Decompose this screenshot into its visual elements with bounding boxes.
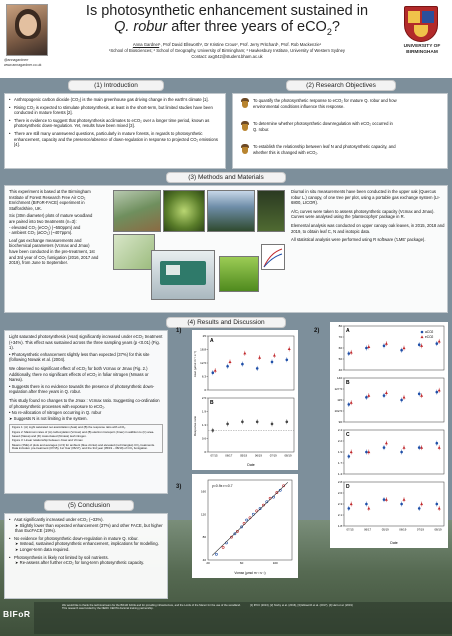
y-tick-label: 40 [338, 368, 342, 373]
objectives-panel: To quantify the photosynthetic response to eCO₂ for mature Q. robur and how environmental conditions influence this response. To determine whether photosynthetic downregulation with eCO₂ occurred in Q. robur. To establish the relationship between leaf N and photosynthetic capacity, and whether this is changed with eCO₂. [232, 93, 448, 169]
panel-label: A [210, 338, 214, 344]
data-point-circle [418, 343, 421, 346]
plot-frame [344, 482, 444, 526]
author-list: Anna Gardner¹, Prof David Ellsworth², Dr Kristine Crous², Prof. Jerry Pritchard¹, Prof. Rob Mackenzie¹ ¹School of Biosciences; ² School of Geography, University of Birmingham; ³ Hawkesbury Institute, University of Western Sydney Contact: axg042@student.bham.ac.uk [108, 42, 346, 59]
data-point [215, 553, 217, 555]
y-tick-label: 2.6 [337, 491, 342, 496]
data-point-circle [286, 420, 289, 423]
data-point-circle [271, 361, 274, 364]
figure-3-chart [192, 474, 298, 578]
data-point-triangle [385, 342, 388, 345]
data-point-circle [241, 420, 244, 423]
y-tick-label: 2.2 [337, 439, 342, 444]
author-photo [6, 4, 48, 56]
bifor-logo: BIFoR [3, 609, 31, 619]
data-point-circle [383, 345, 386, 348]
x-tick-label: 07/19 [269, 453, 277, 458]
poster-header [0, 0, 452, 78]
methods-panel [4, 185, 448, 313]
conclusion-point: • Photosynthesis is likely not limited by soil nutrients. [9, 555, 163, 561]
data-point-triangle [438, 389, 441, 392]
data-point [222, 546, 224, 548]
y-tick-label: 80 [202, 535, 206, 540]
y-tick-label: 90 [338, 420, 342, 425]
conclusion-panel [4, 513, 168, 599]
y-tick-label: 1.7 [337, 461, 342, 466]
data-point-circle [418, 507, 421, 510]
data-point-circle [256, 420, 259, 423]
y-tick-label: 120 [200, 512, 206, 517]
plot-frame [208, 398, 294, 452]
data-point-circle [383, 394, 386, 397]
data-point-circle [365, 451, 368, 454]
data-point-circle [436, 391, 439, 394]
data-point-circle [436, 442, 439, 445]
data-point-circle [348, 403, 351, 406]
x-tick-label: 05/19 [240, 453, 248, 458]
figure-1 [192, 330, 298, 470]
data-point-triangle [385, 391, 388, 394]
data-point-triangle [350, 450, 353, 453]
data-point-circle [256, 367, 259, 370]
licor-instrument-photo [151, 250, 215, 300]
data-point-circle [286, 358, 289, 361]
x-tick-label: 20 [206, 561, 210, 565]
legend-marker-ambient [421, 331, 424, 334]
panel-label: B [346, 380, 350, 386]
data-point-circle [400, 399, 403, 402]
data-point-triangle [385, 442, 388, 445]
panel-label: C [346, 432, 350, 438]
acorn-icon [241, 144, 249, 154]
data-point-triangle [243, 352, 246, 355]
x-axis-label: Date [390, 541, 398, 545]
x-tick-label: 06/19 [254, 453, 262, 458]
acorn-icon [241, 98, 249, 108]
twitter-handle: @annagardnerr [4, 58, 29, 62]
data-point-circle [418, 393, 421, 396]
plot-frame [344, 430, 444, 474]
data-point-triangle [438, 507, 441, 510]
data-point-circle [241, 363, 244, 366]
x-tick-label: 60 [239, 561, 244, 565]
data-point-triangle [420, 446, 423, 449]
plot-frame [344, 378, 444, 422]
intro-point: • There is evidence to suggest that photosynthesis acclimates to eCO₂ over a longer time period, known as photosynthetic down-regulation. Yet, results have been mixed [3]. [9, 118, 221, 129]
affiliations: ¹School of Biosciences; ² School of Geography, University of Birmingham; ³ Hawkesbury Institute, University of Western Sydney [108, 48, 346, 53]
section-objectives: (2) Research Objectives [286, 80, 396, 91]
y-tick-label: 1.3 [201, 423, 206, 428]
data-point-circle [436, 342, 439, 345]
data-point-circle [400, 503, 403, 506]
y-tick-label: 70 [338, 335, 342, 340]
tower-photo [207, 190, 255, 232]
data-point-triangle [273, 354, 276, 357]
figure-1-number: 1) [176, 328, 182, 334]
y-tick-label: 0 [204, 450, 206, 455]
x-tick-label: 07/15 [210, 453, 218, 458]
x-tick-label: 06/17 [225, 453, 233, 458]
data-point-triangle [288, 347, 291, 350]
data-point-triangle [229, 360, 232, 363]
conclusion-subpoint: ➤ Instead, sustained photosynthetic enhancement, implications for modelling. [15, 541, 159, 547]
x-tick-label: 100 [272, 561, 278, 565]
x-tick-label: 05/19 [381, 527, 389, 532]
legend-marker-elevated [421, 335, 424, 338]
panel-label: B [210, 400, 214, 406]
legend-label-ambient: aCO2 [425, 330, 434, 335]
data-point-triangle [385, 498, 388, 501]
y-tick-label: 25 [202, 334, 206, 339]
y-tick-label: 2.5 [201, 396, 206, 401]
intro-point: • There are still many unanswered questions, particularly in mature forests, in regards to photosynthetic enhancement, capacity and the presence/absence of down-regulation in response to projected CO₂ emissions [4]. [9, 131, 221, 148]
data-point-circle [226, 423, 229, 426]
data-point-triangle [438, 340, 441, 343]
figure-2-number: 2) [314, 328, 320, 334]
data-point-triangle [350, 351, 353, 354]
x-tick-label: 08/19 [284, 453, 292, 458]
leaf-chamber-photo [219, 256, 259, 292]
x-tick-label: 06/19 [399, 527, 407, 532]
y-tick-label: 2.4 [337, 428, 342, 433]
figure-2 [330, 322, 448, 548]
section-methods: (3) Methods and Materials [166, 172, 286, 183]
plot-frame [208, 480, 292, 560]
intro-point: • Rising CO₂ is expected to stimulate photosynthesis, at least in the short-term, but limited studies have been conducted in mature forests [2]. [9, 105, 221, 116]
panel-label: D [346, 484, 350, 490]
y-axis-label: Response ratio [193, 415, 197, 437]
data-point-triangle [403, 346, 406, 349]
data-point [246, 519, 248, 521]
y-tick-label: 60 [338, 346, 342, 351]
data-point-triangle [367, 394, 370, 397]
data-point-circle [226, 365, 229, 368]
y-tick-label: 0.6 [201, 436, 206, 441]
figure-3 [192, 474, 298, 578]
x-tick-label: 06/17 [364, 527, 372, 532]
y-tick-label: 140 [336, 376, 342, 381]
y-tick-label: 1.9 [337, 450, 342, 455]
data-point-triangle [420, 394, 423, 397]
y-tick-label: 80 [338, 324, 342, 329]
figure-captions: Figure 1: (A) Light saturated net assimilation (Asat) and (B) the response ratio with eCO₂. Figure 2: Maximum rates of (A) carboxylation (Vcmax) and (B) electron transport (Jmax) in addition to (C) area-based (Narea) and (D) mass-based (Nmass) leaf nitrogen. Figure 3: Linear relationship between Jmax and Vcmax. Means (±SE) of plots and averages (n=3) for ambient (blue circles) and elevated (red triangles) CO₂ treatments. Data includes: pre-treatment (07/15), 1st Year (06/17), and the 3rd year (05/19 – 08/19) of CO₂ fumigation. [9, 424, 163, 453]
section-introduction: (1) Introduction [68, 80, 164, 91]
site-map-image [113, 234, 155, 270]
y-tick-label: 40 [202, 558, 206, 562]
x-axis-label: Vcmax (μmol m⁻² s⁻¹) [234, 571, 266, 575]
regression-line [212, 482, 288, 555]
canopy-photo [257, 190, 285, 232]
data-point-triangle [214, 369, 217, 372]
y-axis-label: Asat (μmol m⁻² s⁻¹) [193, 350, 197, 378]
y-tick-label: 115 [337, 398, 342, 403]
methods-left-text: This experiment is based at the Birmingham Institute of Forest Research Free Air CO₂ Enrichment (BIFoR-FACE) experiment in Staffordshire, UK. Six (30m diameter) plots of mature woodland are paired into two treatments (n=3): - elevated CO₂ (eCO₂) (~550ppm) and - ambient CO₂ (aCO₂) (~407ppm). Leaf gas exchange measurements and biochemical parameters (Vcmax and Jmax) have been conducted in the pre-treatment, 1st and 3rd year of CO₂ fumigation (2016, 2017 and 2019), from June to September. [9, 189, 99, 266]
y-tick-label: 50 [338, 357, 342, 362]
x-tick-label: 08/19 [434, 527, 442, 532]
y-tick-label: 127.5 [334, 387, 342, 392]
y-tick-label: 1.4 [337, 472, 342, 477]
data-point-circle [348, 507, 351, 510]
conclusion-subpoint: ➤ Re-assess after further eCO₂ for long-term photosynthetic capacity. [15, 560, 145, 566]
panel-label: A [346, 328, 350, 334]
y-tick-label: 0 [204, 388, 206, 393]
data-point-circle [212, 371, 215, 374]
conclusion-subpoint: ➤ Slightly lower than expected enhancement (37%) and other FACE, but higher than EucFACE (19%). [15, 522, 163, 534]
y-tick-label: 2.3 [337, 502, 342, 507]
x-axis-label: Date [247, 463, 255, 467]
data-point-triangle [350, 401, 353, 404]
conclusion-subpoint: ➤ Longer-term data required. [15, 546, 70, 552]
data-point-triangle [403, 396, 406, 399]
data-point-triangle [403, 446, 406, 449]
y-tick-label: 160 [200, 489, 206, 494]
legend-label-elevated: eCO2 [425, 335, 434, 340]
data-point-triangle [367, 450, 370, 453]
poster-title: Is photosynthetic enhancement sustained in Q. robur after three years of eCO$_2$? [85, 3, 369, 37]
plot-frame [208, 336, 294, 390]
y-tick-label: 2.1 [337, 513, 342, 518]
data-point-triangle [438, 446, 441, 449]
section-results: (4) Results and Discussion [166, 317, 286, 328]
author-website: www.annagardner.co.uk [4, 63, 42, 67]
data-point-triangle [367, 507, 370, 510]
y-tick-label: 1.9 [201, 409, 206, 414]
data-point-circle [365, 503, 368, 506]
data-point-triangle [258, 356, 261, 359]
y-tick-label: 6.3 [201, 374, 206, 379]
data-point-triangle [350, 502, 353, 505]
introduction-panel [4, 93, 226, 169]
data-point-triangle [420, 502, 423, 505]
data-point-circle [383, 446, 386, 449]
data-point-triangle [403, 498, 406, 501]
data-point-circle [383, 498, 386, 501]
acorn-icon [241, 121, 249, 131]
contact: Contact: axg042@student.bham.ac.uk [191, 54, 263, 59]
figure-1-chart [192, 330, 298, 470]
data-point-circle [348, 455, 351, 458]
aci-curve-thumbnail [261, 244, 285, 270]
data-point-circle [400, 451, 403, 454]
references: [1] IPCC (2013), [2] Norby et al. (2016), [3] Ellsworth et al. (2017), [4] Hart et al. (2019) [250, 604, 353, 607]
x-tick-label: 07/19 [416, 527, 424, 532]
x-tick-label: 07/15 [346, 527, 354, 532]
conclusion-point: • No evidence for photosynthetic down-regulation in mature Q. robur. [9, 536, 163, 542]
y-tick-label: 102.5 [334, 409, 342, 414]
data-point-circle [365, 396, 368, 399]
intro-point: • Anthropogenic carbon dioxide (CO₂) is the main greenhouse gas driving change in the earth's climate [1]. [9, 97, 221, 103]
results-text-panel: Light saturated photosynthesis (Asat) significantly increased under eCO₂ treatment (+34%). This effect was sustained across the three sampling years (p <0.01) (Fig. 1). • Photosynthetic enhancement slightly less than expected (37%) for this site (following Nowak et al. (2004). We observed no significant effect of eCO₂ for both Vcmax or Jmax (Fig. 2.) Additionally, there no significant effects of eCO₂ in foliar nitrogen (Nmass or Narea). • Suggests there is no evidence towards the presence of photosynthetic down-regulation after three years in Q. robur. This study found no changes to the Jmax : Vcmax ratio. Suggesting co-ordination of photosynthetic processes with exposure to eCO₂. • No re-allocation of nitrogen occurring in Q. robur ➤ Suggests N is not limiting in the system. Figure 1: (A) Light saturated net assimilation (Asat) and (B) the response ratio with eCO₂. Figure 2: Maximum rates of (A) carboxylation (Vcmax) and (B) electron transport (Jmax) in addition to (C) area-based (Narea) and (D) mass-based (Nmass) leaf nitrogen. Figure 3: Linear relationship between Jmax and Vcmax. Means (±SE) of plots and averages (n=3) for ambient (blue circles) and elevated (red triangles) CO₂ treatments. Data includes: pre-treatment (07/15), 1st Year (06/17), and the 3rd year (05/19 – 08/19) of CO₂ fumigation. [4, 330, 168, 494]
y-tick-label: 2.8 [337, 480, 342, 485]
data-point-triangle [367, 345, 370, 348]
regression-equation: y=0.9x r²=0.7 [212, 484, 233, 488]
y-tick-label: 12.5 [200, 361, 206, 366]
data-point-triangle [420, 344, 423, 347]
figure-2-chart [330, 322, 448, 548]
methods-right-text: Diurnal in situ measurements have been conducted in the upper oak (Quercus robur L.) canopy, of one tree per plot, using a portable gas exchange system (LI-6800, LICOR). A/Cᵢ curves were taken to assess photosynthetic capacity (Vcmax and Jmax). Curves were analysed using the 'plantecophys' package in R. Elemental analysis was conducted on upper canopy oak leaves, in 2015, 2018 and 2019, to obtain leaf C, N and isotopic data. All statistical analysis were performed using R software ('LME' package). [291, 189, 445, 243]
figure-3-number: 3) [176, 484, 182, 490]
data-point-circle [418, 446, 421, 449]
conclusion-point: • Asat significantly increased under eCO₂ (~33%). [9, 517, 163, 523]
data-point-circle [271, 423, 274, 426]
data-point-circle [400, 349, 403, 352]
oak-leaf-photo [163, 190, 205, 232]
data-point-circle [436, 503, 439, 506]
acknowledgements: We would like to thank the technical team for the BIFoR FACE and for providing infrastructure, and the Lords of the Manor for the use of the woodland. This research was funded by the NERC CENTA doctoral training partnership. [62, 604, 241, 611]
university-crest-icon [404, 6, 438, 42]
y-tick-label: 1.8 [337, 524, 342, 529]
y-tick-label: 18.8 [200, 347, 206, 352]
section-conclusion: (5) Conclusion [44, 500, 134, 511]
face-site-photo [113, 190, 161, 232]
university-name: UNIVERSITY OF BIRMINGHAM [403, 44, 441, 55]
